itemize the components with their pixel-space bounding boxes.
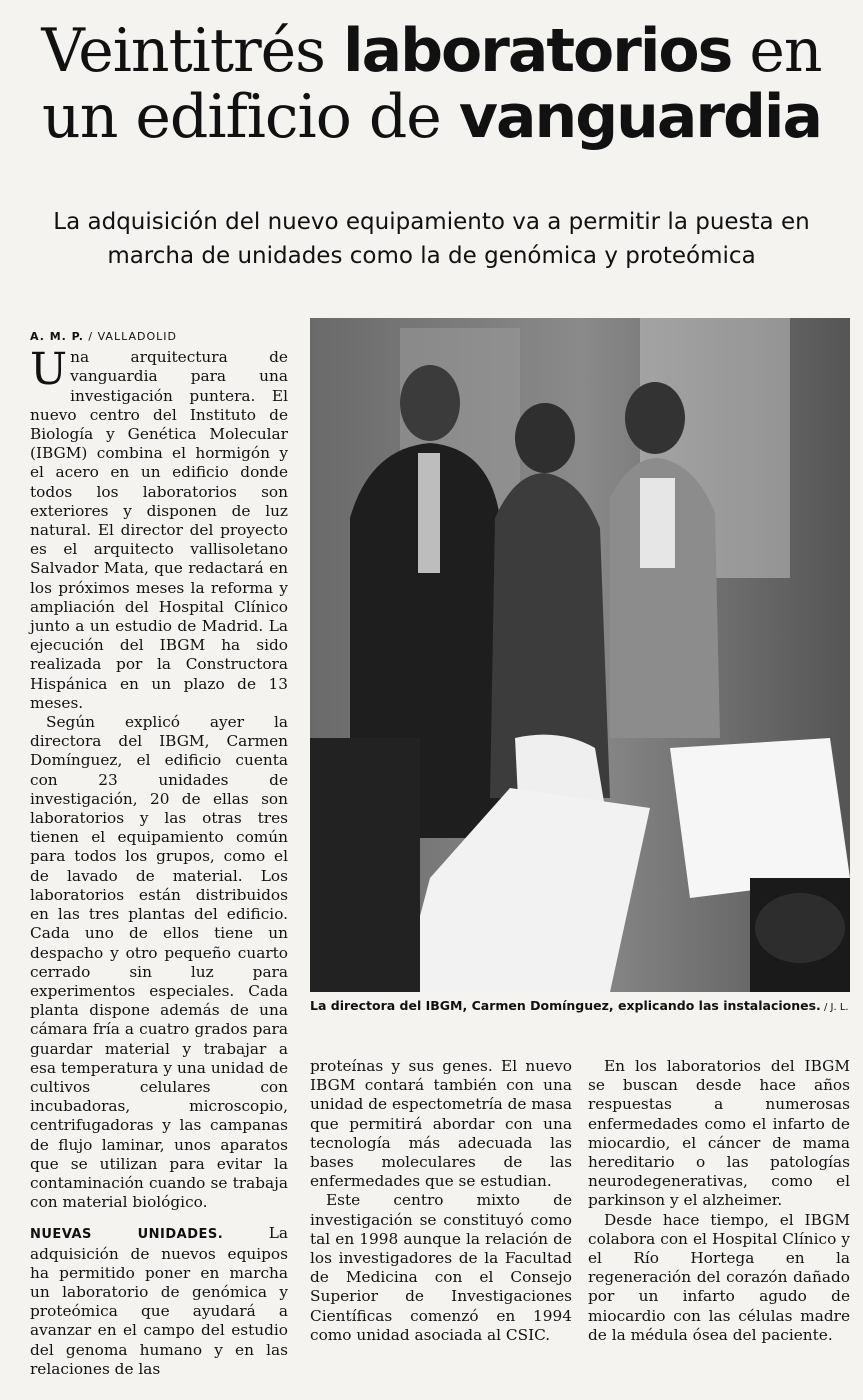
article-column-1: [30, 327, 288, 1379]
drop-cap: U: [30, 344, 68, 396]
byline-author: A. M. P.: [30, 330, 84, 343]
photo-illustration: [310, 318, 850, 992]
paragraph: proteínas y sus genes. El nuevo IBGM contará también con una unidad de espectometría de masa que permitirá abordar con una tecnología más adecuada las bases moleculares de las enfermedades que se estudian.: [310, 1057, 572, 1191]
headline-line-1: [0, 18, 863, 84]
photo-credit: / J. L.: [820, 1002, 849, 1013]
byline-separator: /: [83, 330, 98, 343]
article-photo: [310, 318, 850, 992]
article-column-3: [588, 1057, 850, 1345]
article-column-2: [310, 1057, 572, 1345]
headline-bold-1: laboratorios: [343, 16, 732, 86]
paragraph-text: La adquisición de nuevos equipos ha permitido poner en marcha un laboratorio de genómica y proteómica que ayudará a avanzar en el campo del estudio del genoma humano y en las relaciones de las: [30, 1224, 288, 1378]
byline-location: VALLADOLID: [97, 330, 177, 343]
photo-caption: [310, 998, 855, 1013]
byline: [30, 327, 288, 346]
headline-bold-2: vanguardia: [458, 82, 821, 152]
headline-regular-1b: en: [731, 16, 822, 86]
paragraph-text: na arquitectura de vanguardia para una investigación puntera. El nuevo centro del Instituto de Biología y Genética Molecular (IBGM) combina el hormigón y el acero en un edificio donde todos los laboratorios son exteriores y disponen de luz natural. El director del proyecto es el arquitecto vallisoletano Salvador Mata, que redactará en los próximos meses la reforma y ampliación del Hospital Clínico junto a un estudio de Madrid. La ejecución del IBGM ha sido realizada por la Constructora Hispánica en un plazo de 13 meses.: [30, 348, 288, 712]
subheadline: La adquisición del nuevo equipamiento va a permitir la puesta en marcha de unidades como la de genómica y proteómica: [53, 209, 810, 269]
paragraph: [30, 1224, 288, 1379]
headline: [0, 18, 863, 150]
paragraph: Este centro mixto de investigación se constituyó como tal en 1998 aunque la relación de los investigadores de la Facultad de Medicina con el Consejo Superior de Investigaciones Científicas comenzó en 1994 como unidad asociada al CSIC.: [310, 1191, 572, 1344]
paragraph: En los laboratorios del IBGM se buscan desde hace años respuestas a numerosas enfermedades como el infarto de miocardio, el cáncer de mama hereditario o las patologías neurodegenerativas, como el parkinson y el alzheimer.: [588, 1057, 850, 1210]
headline-regular-1: Veintitrés: [41, 16, 344, 86]
paragraph: Según explicó ayer la directora del IBGM, Carmen Domínguez, el edificio cuenta con 23 unidades de investigación, 20 de ellas son laboratorios y las otras tres tienen el equipamiento común para todos los grupos, como el de lavado de material. Los laboratorios están distribuidos en las tres plantas del edificio. Cada uno de ellos tiene un despacho y otro pequeño cuarto cerrado sin luz para experimentos especiales. Cada planta dispone además de una cámara fría a cuatro grados para guardar material y trabajar a esa temperatura y una unidad de cultivos celulares con incubadoras, microscopio, centrifugadoras y las campanas de flujo laminar, unos aparatos que se utilizan para evitar la contaminación cuando se trabaja con material biológico.: [30, 713, 288, 1212]
section-heading: NUEVAS UNIDADES.: [30, 1227, 224, 1243]
caption-text: La directora del IBGM, Carmen Domínguez, explicando las instalaciones.: [310, 998, 821, 1013]
headline-line-2: [0, 84, 863, 150]
paragraph: [30, 344, 288, 713]
headline-regular-2: un edificio de: [42, 82, 459, 152]
paragraph: Desde hace tiempo, el IBGM colabora con el Hospital Clínico y el Río Hortega en la regeneración del corazón dañado por un infarto agudo de miocardio con las células madre de la médula ósea del paciente.: [588, 1210, 850, 1344]
